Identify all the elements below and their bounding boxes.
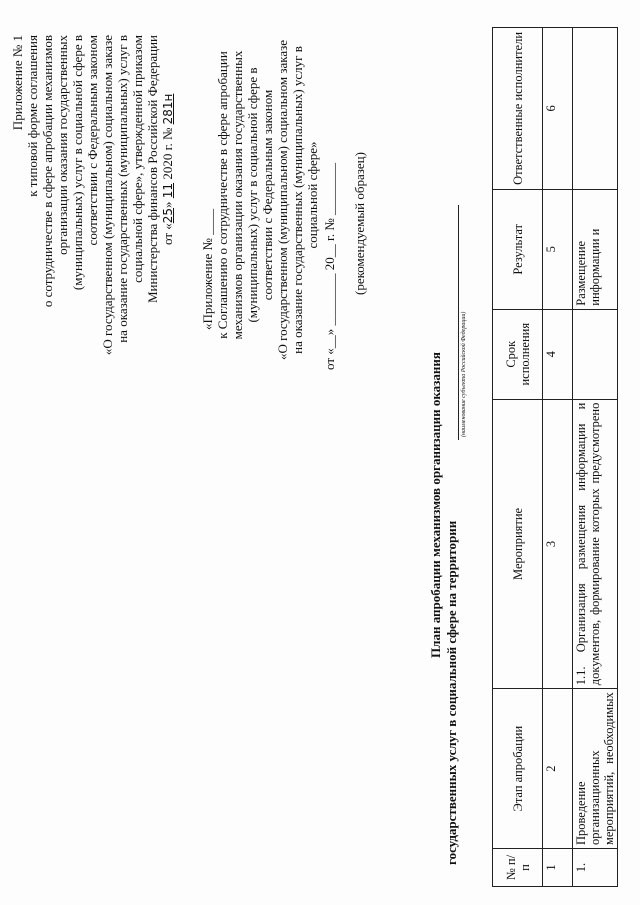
appendix-title: Приложение № 1 [10,35,25,131]
plan-title-line2: государственных услуг в социальной сфере на территории [444,520,459,865]
date-year: 2020 г. № [160,127,175,180]
date-mid: » [160,201,175,208]
plan-table [492,27,618,887]
annex-line: социальной сфере» [305,141,320,249]
column-header-responsible: Ответственные исполнители [493,28,543,190]
column-header-result: Результат [493,189,543,309]
date-prefix: от « [160,223,175,245]
row-term [573,309,618,399]
appendix-date [160,94,176,245]
column-header-number: № п/п [493,849,543,887]
column-number: 1 [543,849,573,887]
appendix-line: соответствии с Федеральным законом [85,35,100,246]
row-result: Размещение информации и [573,189,618,309]
column-header-activity: Мероприятие [493,399,543,689]
row-number: 1. [573,849,618,887]
annex-date-line: от «__» ________ 20__ г. № ________ [322,162,337,370]
table-row [573,28,618,887]
annex-line: на оказание государственных (муниципальных) услуг в [290,46,305,354]
annex-line: «О государственном (муниципальном) социальном заказе [275,39,290,361]
annex-title: «Приложение № ____ [200,208,215,330]
territory-underline [458,205,459,440]
annex-line: к Соглашению о сотрудничестве в сфере апробации [215,51,230,339]
appendix-line: к типовой форме соглашения [25,35,40,197]
sample-note: (рекомендуемый образец) [352,152,367,295]
row-stage: Проведение организационных мероприятий, необходимых [573,689,618,849]
annex-line: (муниципальных) услуг в социальной сфере в [245,67,260,323]
row-responsible [573,28,618,190]
date-day: 25 [161,207,175,224]
column-number: 6 [543,28,573,190]
column-header-stage: Этап апробации [493,689,543,849]
appendix-line: «О государственном (муниципальном) социальном заказе [100,35,115,356]
date-number: 281н [161,93,175,125]
column-number: 4 [543,309,573,399]
appendix-line: о сотрудничестве в сфере апробации механизмов [40,35,55,308]
appendix-line: Министерства финансов Российской Федерации [145,35,160,304]
column-number: 3 [543,399,573,689]
column-number: 5 [543,189,573,309]
row-activity: 1.1. Организация размещения информации и документов, формирование которых предусмотрено [573,399,618,689]
appendix-line: на оказание государственных (муниципальных) услуг в [115,35,130,343]
appendix-line: (муниципальных) услуг в социальной сфере в [70,35,85,291]
plan-title-line1: План апробации механизмов организации оказания [428,352,443,658]
annex-line: соответствии с Федеральным законом [260,89,275,301]
appendix-line: социальной сфере», утвержденной приказом [130,35,145,283]
table-number-row [543,28,573,887]
table-header-row [493,28,543,887]
annex-line: механизмов организации оказания государственных [230,50,245,340]
column-header-term: Срок исполнения [493,309,543,399]
column-number: 2 [543,689,573,849]
date-month: 11 [161,182,175,199]
territory-caption: (наименование субъекта Российской Федерации) [461,311,467,437]
appendix-line: организации оказания государственных [55,35,70,255]
